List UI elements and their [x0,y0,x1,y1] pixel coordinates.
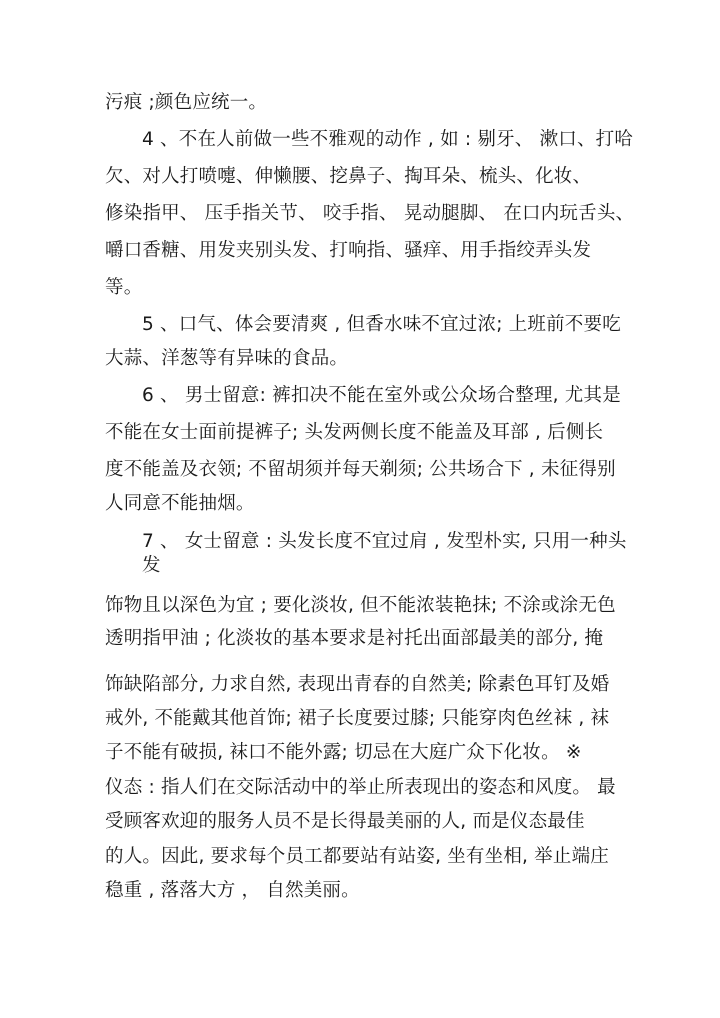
text-line-8: 大蒜、洋葱等有异味的食品。 [105,348,349,369]
text-line-18: 戒外, 不能戴其他首饰; 裙子长度要过膝; 只能穿肉色丝袜 , 袜 [105,708,610,729]
text-line-14: 发 [142,555,161,576]
text-line-20: 仪态 : 指人们在交际活动中的举止所表现出的姿态和风度。 最 [105,777,616,798]
text-line-3: 欠、对人打喷嚏、伸懒腰、挖鼻子、掏耳朵、梳头、化妆、 [105,166,592,187]
text-line-19: 子不能有破损, 袜口不能外露; 切忌在大庭广众下化妆。 ※ [105,742,582,763]
text-line-22: 的人。因此, 要求每个员工都要站有站姿, 坐有坐相, 举止端庄 [105,846,609,867]
text-line-1: 污痕 ;颜色应统一。 [105,92,268,113]
text-line-4: 修染指甲、 压手指关节、 咬手指、 晃动腿脚、 在口内玩舌头、 [105,203,635,224]
text-line-2: 4 、不在人前做一些不雅观的动作 , 如 : 剔牙、 漱口、打哈 [142,129,634,150]
text-line-10: 不能在女士面前提裤子; 头发两侧长度不能盖及耳部 , 后侧长 [105,422,604,443]
text-line-6: 等。 [105,277,143,298]
text-line-9: 6 、 男士留意: 裤扣决不能在室外或公众场合整理, 尤其是 [142,385,621,406]
text-line-23: 稳重 , 落落大方 ， 自然美丽。 [105,880,360,901]
text-line-16: 透明指甲油 ; 化淡妆的基本要求是衬托出面部最美的部分, 掩 [105,628,604,649]
text-line-7: 5 、口气、体会要清爽 , 但香水味不宜过浓; 上班前不要吃 [142,314,621,335]
text-line-21: 受顾客欢迎的服务人员不是长得最美丽的人, 而是仪态最佳 [105,811,585,832]
text-line-5: 嚼口香糖、用发夹别头发、打响指、骚痒、用手指绞弄头发 [105,240,592,261]
text-line-15: 饰物且以深色为宜 ; 要化淡妆, 但不能浓装艳抹; 不涂或涂无色 [105,595,616,616]
text-line-12: 人同意不能抽烟。 [105,493,255,514]
text-line-17: 饰缺陷部分, 力求自然, 表现出青春的自然美; 除素色耳钉及婚 [105,674,610,695]
text-line-13: 7 、 女士留意 : 头发长度不宜过肩 , 发型朴实, 只用一种头 [142,531,627,552]
text-line-11: 度不能盖及衣领; 不留胡须并每天剃须; 公共场合下 , 未征得别 [105,459,616,480]
